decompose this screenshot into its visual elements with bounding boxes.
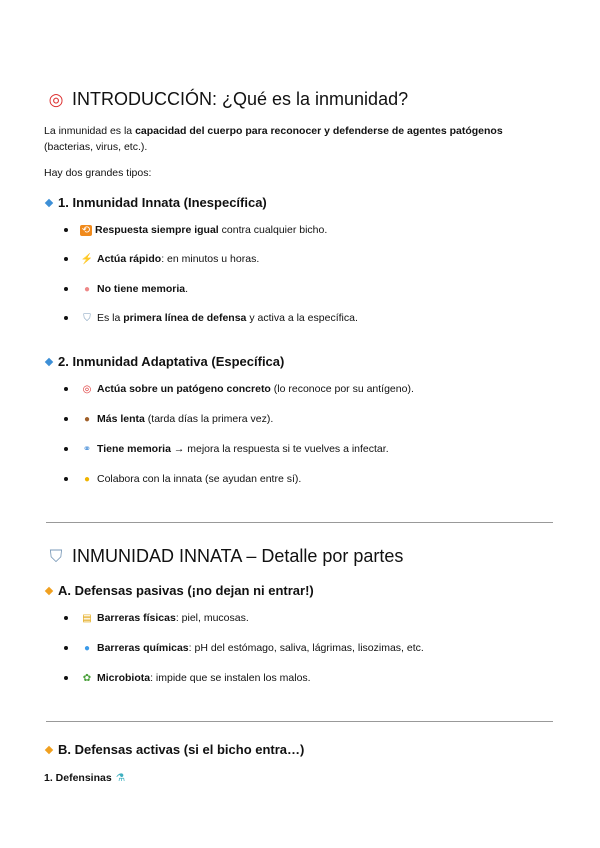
list-item: ✿ Microbiota : impide que se instalen los malos. xyxy=(64,672,311,684)
list-item: ⚡ Actúa rápido : en minutos u horas. xyxy=(64,253,259,265)
list-item: ⟲ Respuesta siempre igual contra cualquier bicho. xyxy=(64,224,327,236)
dna-icon: ⚭ xyxy=(82,443,92,455)
list-item: ⛉ Es la primera línea de defensa y activa a la específica. xyxy=(64,312,358,324)
list-item: ● Colabora con la innata (se ayudan entre sí). xyxy=(64,473,301,485)
brain-icon: ● xyxy=(83,283,91,295)
bullet-icon xyxy=(64,228,68,232)
bullet-icon xyxy=(64,387,68,391)
list-item: ◎ Actúa sobre un patógeno concreto (lo reconoce por su antígeno). xyxy=(64,383,414,395)
divider xyxy=(46,721,553,722)
bullet-icon xyxy=(64,477,68,481)
target-icon: ◎ xyxy=(82,383,92,395)
section2-title: INMUNIDAD INNATA – Detalle por partes xyxy=(72,546,404,566)
list-item: ● No tiene memoria . xyxy=(64,283,188,295)
diamond-icon xyxy=(45,357,53,365)
barrier-icon: ▤ xyxy=(82,612,92,624)
list-item: ▤ Barreras físicas : piel, mucosas. xyxy=(64,612,249,624)
intro-title: INTRODUCCIÓN: ¿Qué es la inmunidad? xyxy=(72,89,409,109)
bullet-icon xyxy=(64,316,68,320)
shield-icon: ⛉ xyxy=(49,546,63,566)
lightning-icon: ⚡ xyxy=(80,253,94,265)
intro-heading xyxy=(46,89,408,110)
list-item: ⚭ Tiene memoria → mejora la respuesta si te vuelves a infectar. xyxy=(64,443,389,455)
bullet-icon xyxy=(64,257,68,261)
subheading-defensinas: 1. Defensinas ⚗ xyxy=(44,772,126,784)
divider xyxy=(46,522,553,523)
bullet-icon xyxy=(64,447,68,451)
innate-heading: 1. Inmunidad Innata (Inespecífica) xyxy=(46,195,267,210)
list-item: ● Barreras químicas : pH del estómago, saliva, lágrimas, lisozimas, etc. xyxy=(64,642,424,654)
bullet-icon xyxy=(64,616,68,620)
droplet-icon: ● xyxy=(83,642,91,654)
adaptive-heading: 2. Inmunidad Adaptativa (Específica) xyxy=(46,354,284,369)
active-heading: B. Defensas activas (si el bicho entra…) xyxy=(46,742,304,757)
bullet-icon xyxy=(64,646,68,650)
diamond-icon xyxy=(45,745,53,753)
test-tube-icon: ⚗ xyxy=(115,772,126,784)
snail-icon: ● xyxy=(83,413,91,425)
bullet-icon xyxy=(64,287,68,291)
passive-heading: A. Defensas pasivas (¡no dejan ni entrar!) xyxy=(46,583,314,598)
diamond-icon xyxy=(45,198,53,206)
bullet-icon xyxy=(64,676,68,680)
target-icon: ◎ xyxy=(48,89,64,109)
handshake-icon: ● xyxy=(83,473,91,485)
herb-icon: ✿ xyxy=(82,672,92,684)
intro-types-line: Hay dos grandes tipos: xyxy=(44,167,152,179)
intro-paragraph: La inmunidad es la capacidad del cuerpo para reconocer y defenderse de agentes patógenos (bacterias, virus, etc.). xyxy=(44,125,503,153)
repeat-icon: ⟲ xyxy=(81,224,91,236)
section2-heading xyxy=(46,546,403,567)
diamond-icon xyxy=(45,586,53,594)
bullet-icon xyxy=(64,417,68,421)
shield-icon: ⛉ xyxy=(83,312,91,324)
list-item: ● Más lenta (tarda días la primera vez). xyxy=(64,413,273,425)
